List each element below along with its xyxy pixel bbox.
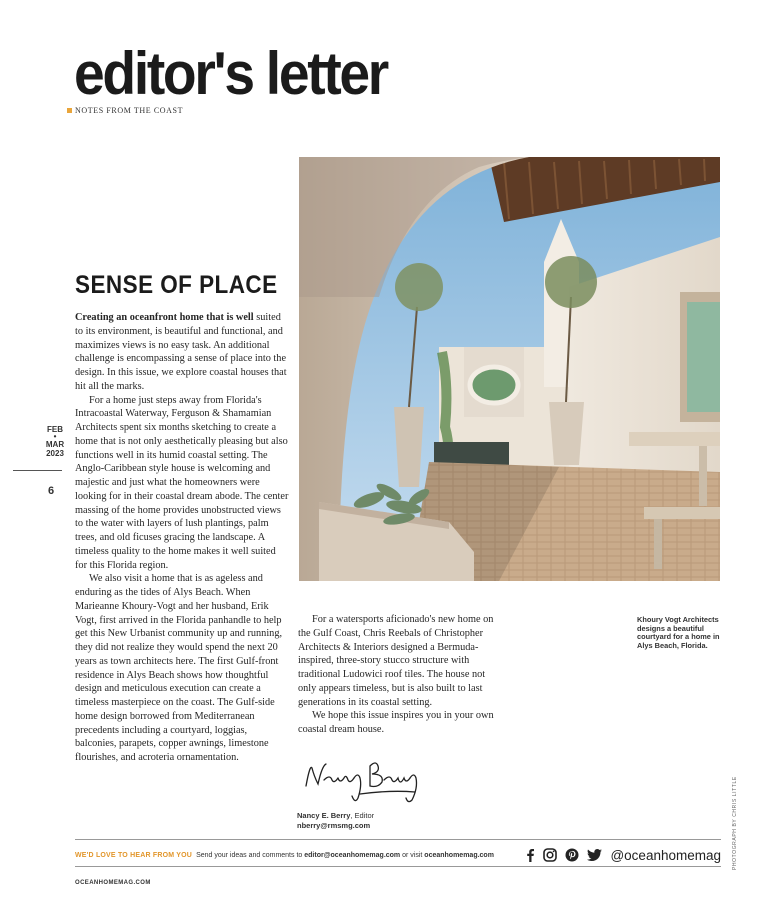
site-url[interactable]: OCEANHOMEMAG.COM <box>75 880 151 886</box>
footer-rule-top <box>75 839 721 840</box>
pinterest-icon[interactable] <box>565 848 579 862</box>
contact-footer <box>75 848 721 862</box>
photo-credit: PHOTOGRAPH BY CHRIS LITTLE <box>732 776 738 870</box>
paragraph-intro <box>75 311 289 394</box>
signature-scribble <box>300 756 425 806</box>
issue-year: 2023 <box>46 449 64 458</box>
paragraph-lead: Creating an oceanfront home that is well <box>75 312 254 323</box>
issue-month-1: FEB <box>47 425 63 434</box>
date-divider <box>13 470 62 471</box>
paragraph-ferguson: For a home just steps away from Florida's Intracoastal Waterway, Ferguson & Shamamian Architects spent six months sketching to create a home that is not only aesthetically pleasing but also functions well in its humid coastal setting. The Anglo-Caribbean style house is welcoming and majestic and just what the homeowners were looking for in their coastal dream abode. The center massing of the home provides unobstructed views to the water with layers of lush plantings, palm trees, and old ficuses gracing the landscape. A timeless quality to the home makes it well suited for this Florida region. <box>75 394 289 571</box>
editor-name-line <box>297 811 374 821</box>
courtyard-illustration <box>299 157 720 581</box>
editor-signature <box>300 756 425 811</box>
kicker-bullet <box>67 108 72 113</box>
paragraph-gulf-coast: For a watersports aficionado's new home on the Gulf Coast, Chris Reebals of Christopher Architects & Interiors designed a Bermuda-inspired, three-story stucco structure with traditional Ludowici roof tiles. The house not only appears timeless, but is also built to last generations in its coastal setting. <box>298 614 494 708</box>
masthead-title: editor's letter <box>74 40 387 107</box>
article-headline: SENSE OF PLACE <box>75 271 278 299</box>
page-number: 6 <box>48 485 55 497</box>
social-links <box>525 848 721 863</box>
facebook-icon[interactable] <box>525 848 535 862</box>
footer-cta: WE'D LOVE TO HEAR FROM YOU <box>75 851 193 859</box>
editor-name: Nancy E. Berry <box>297 811 351 820</box>
paragraph-alys-beach: We also visit a home that is as ageless and enduring as the tides of Alys Beach. When Marieanne Khoury-Vogt and her husband, Erik Vogt, first arrived in the Florida panhandle to help get this New Urbanist community up and running, they did not realize they would spend the next 20 years as town architects here. The first Gulf-front residence in Alys Beach shows how thoughtful design and meticulous execution can create a timeless masterpiece on the coast. The Gulf-side home design borrowed from Mediterranean precedents including a courtyard, loggias, balconies, parapets, copper awnings, limestone flourishes, and acroteria ornamentation. <box>75 573 283 763</box>
twitter-icon[interactable] <box>587 849 602 861</box>
editor-credit <box>297 811 374 831</box>
kicker <box>67 106 183 115</box>
kicker-text: NOTES FROM THE COAST <box>75 106 184 115</box>
editor-role: , Editor <box>350 811 375 820</box>
issue-date <box>37 425 73 458</box>
instagram-icon[interactable] <box>543 848 557 862</box>
editor-email[interactable] <box>297 821 374 831</box>
footer-rule-bottom <box>75 866 721 867</box>
issue-dot: • <box>53 432 57 441</box>
photo-caption: Khoury Vogt Architects designs a beautiful courtyard for a home in Alys Beach, Florida. <box>637 615 720 650</box>
paragraph-intro-body: suited to its environment, is beautiful and functional, and maximizes views is no easy task. An additional challenge is encompassing a sense of place into the design. In this issue, we explore coastal houses that hit all the marks. <box>75 312 287 392</box>
footer-text-2: or visit <box>402 851 423 859</box>
paragraph-closing: We hope this issue inspires you in your own coastal dream house. <box>298 710 494 735</box>
footer-text-1: Send your ideas and comments to <box>196 851 303 859</box>
issue-month-2: MAR <box>45 440 65 449</box>
article-column-2 <box>298 613 504 737</box>
footer-email-link[interactable]: editor@oceanhomemag.com <box>304 851 401 859</box>
social-handle[interactable]: @oceanhomemag <box>610 847 721 863</box>
editor-email-text: nberry@rmsmg.com <box>297 821 371 830</box>
footer-site-link[interactable]: oceanhomemag.com <box>424 851 494 859</box>
courtyard-photo <box>299 157 720 581</box>
article-column-1 <box>75 311 289 765</box>
